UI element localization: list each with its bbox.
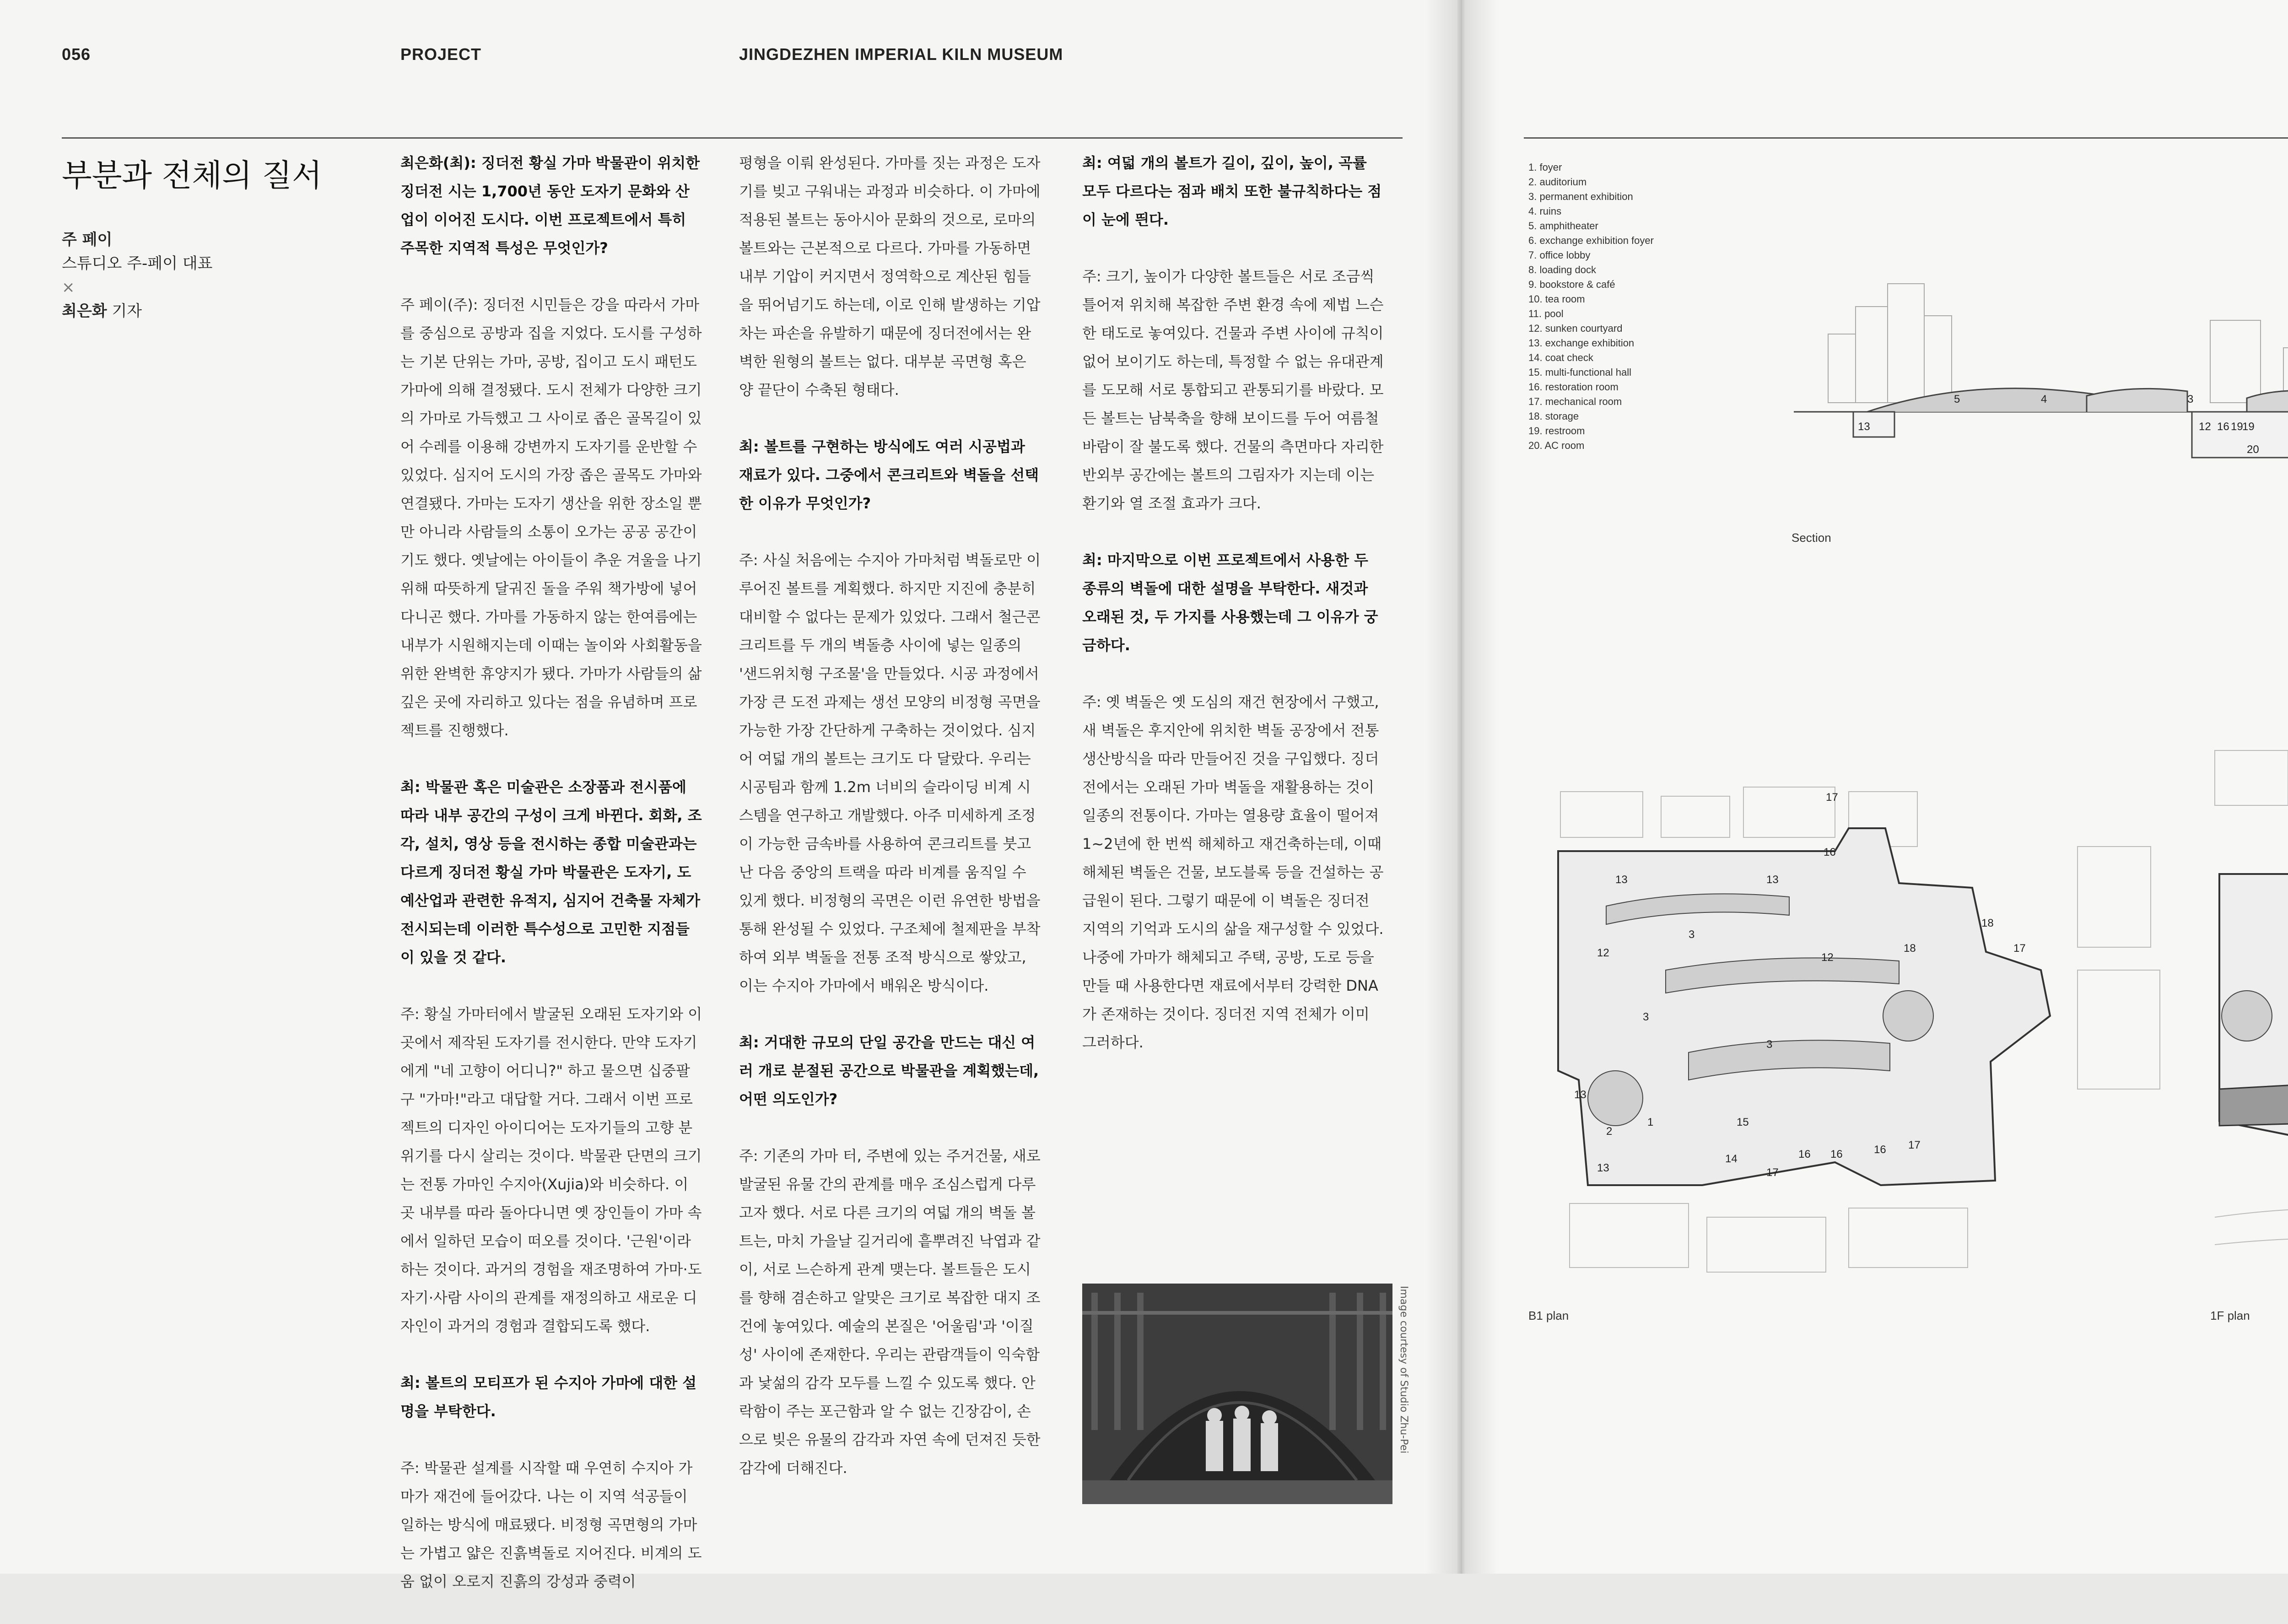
room-number-label: 19 xyxy=(2231,421,2243,433)
byline-cross: × xyxy=(62,278,75,297)
kiln-construction-photo xyxy=(1082,1284,1392,1504)
interviewer-name: 최은화 xyxy=(62,302,107,320)
left-page-number: 056 xyxy=(62,45,91,64)
answer-paragraph: 평형을 이뤄 완성된다. 가마를 짓는 과정은 도자기를 빚고 구워내는 과정과 비슷하다. 이 가마에 적용된 볼트는 동아시아 문화의 것으로, 로마의 볼트와는 근본적으로 다르다. 가마를 가동하면 내부 기압이 커지면서 정역학으로 계산된 힘들을 뛰어넘기도 하는데, 이로 인해 발생하는 기압차는 파손을 유발하기 때문에 징더전에서는 완벽한 원형의 볼트는 없다. 대부분 곡면형 혹은 양 끝단이 수축된 형태다. xyxy=(739,154,1041,399)
section-drawing xyxy=(1785,238,2288,522)
answer-paragraph: 주 페이(주): 징더전 시민들은 강을 따라서 가마를 중심으로 공방과 집을 지었다. 도시를 구성하는 기본 단위는 가마, 공방, 집이고 도시 패턴도 가마에 의해 결정됐다. 도시 전체가 다양한 크기의 가마로 가득했고 그 사이로 좁은 골목길이 있어 수레를 이용해 강변까지 도자기를 운반할 수 있었다. 심지어 도시의 가장 좁은 골목도 가마와 연결됐다. 가마는 도자기 생산을 위한 장소일 뿐만 아니라 사람들의 소통이 오가는 공공 공간이기도 했다. 옛날에는 아이들이 추운 겨울을 나기 위해 따뜻하게 달궈진 돌을 주워 책가방에 넣어 다니곤 했다. 가마를 가동하지 않는 한여름에는 내부가 시원해지는데 이때는 놀이와 사회활동을 위한 완벽한 휴양지가 됐다. 가마가 사람들의 삶 깊은 곳에 자리하고 있다는 점을 유념하며 프로젝트를 진행했다. xyxy=(400,296,702,739)
byline xyxy=(62,228,212,323)
question-paragraph: 최: 거대한 규모의 단일 공간을 만드는 대신 여러 개로 분절된 공간으로 박물관을 계획했는데, 어떤 의도인가? xyxy=(739,1034,1039,1108)
room-number-label: 16 xyxy=(1830,1148,1843,1160)
legend-item: 10. tea room xyxy=(1528,293,1585,305)
room-number-label: 17 xyxy=(2013,942,2026,955)
answer-paragraph: 주: 옛 벽돌은 옛 도심의 재건 현장에서 구했고, 새 벽돌은 후지안에 위치한 벽돌 공장에서 전통 생산방식을 따라 만들어진 것을 구입했다. 징더전에서는 오래된 가마 벽돌을 재활용하는 것이 일종의 전통이다. 가마는 열용량 효율이 떨어져 1~2년에 한 번씩 해체하고 재건축하는데, 이때 해체된 벽돌은 건물, 보도블록 등을 건설하는 공급원이 된다. 그렇기 때문에 이 벽돌은 징더전 지역의 기억과 도시의 삶을 재구성할 수 있었다. 나중에 가마가 해체되고 주택, 공방, 도로 등을 만들 때 사용한다면 재료에서부터 강력한 DNA가 존재하는 것이다. 징더전 지역 전체가 이미 그러하다. xyxy=(1082,693,1384,1051)
b1-caption: B1 plan xyxy=(1528,1309,1569,1322)
room-number-label: 20 xyxy=(2247,443,2259,456)
legend-item: 20. AC room xyxy=(1528,440,1585,451)
question-paragraph: 최: 박물관 혹은 미술관은 소장품과 전시품에 따라 내부 공간의 구성이 크게 바뀐다. 회화, 조각, 설치, 영상 등을 전시하는 종합 미술관과는 다르게 징더전 황실 가마 박물관은 도자기, 도예산업과 관련한 유적지, 심지어 건축물 자체가 전시되는데 이러한 특수성으로 고민한 지점들이 있을 것 같다. xyxy=(400,778,702,966)
room-number-label: 13 xyxy=(1615,874,1628,886)
f1-plan-drawing xyxy=(2206,732,2288,1327)
room-number-label: 12 xyxy=(2199,421,2211,433)
interviewee-role: 스튜디오 주-페이 대표 xyxy=(62,254,213,273)
answer-paragraph: 주: 크기, 높이가 다양한 볼트들은 서로 조금씩 틀어져 위치해 복잡한 주변 환경 속에 제법 느슨한 태도로 놓여있다. 건물과 주변 사이에 규칙이 없어 보이기도 하는데, 특정할 수 없는 유대관계를 도모해 서로 통합되고 관통되기를 바랐다. 모든 볼트는 남북축을 향해 보이드를 두어 여름철 바람이 잘 불도록 했다. 건물의 측면마다 자리한 반외부 공간에는 볼트의 그림자가 지는데 이는 환기와 열 조절 효과가 크다. xyxy=(1082,268,1384,512)
question-paragraph: 최: 여덟 개의 볼트가 길이, 깊이, 높이, 곡률 모두 다르다는 점과 배치 또한 불규칙하다는 점이 눈에 띈다. xyxy=(1082,154,1382,228)
room-number-label: 17 xyxy=(1908,1139,1921,1151)
legend-item: 15. multi-functional hall xyxy=(1528,367,1632,378)
b1-plan-drawing xyxy=(1551,778,2183,1304)
room-number-label: 15 xyxy=(1737,1116,1749,1128)
f1-caption: 1F plan xyxy=(2210,1309,2250,1322)
room-number-label: 18 xyxy=(1904,942,1916,955)
legend-item: 3. permanent exhibition xyxy=(1528,191,1633,202)
room-legend xyxy=(1528,160,1654,453)
article-title: 부분과 전체의 질서 xyxy=(62,158,322,194)
question-paragraph: 최: 마지막으로 이번 프로젝트에서 사용한 두 종류의 벽돌에 대한 설명을 부탁한다. 새것과 오래된 것, 두 가지를 사용했는데 그 이유가 궁금하다. xyxy=(1082,551,1378,654)
project-title: JINGDEZHEN IMPERIAL KILN MUSEUM xyxy=(739,45,1063,64)
legend-item: 5. amphitheater xyxy=(1528,220,1598,232)
room-number-label: 3 xyxy=(1643,1011,1649,1023)
interviewer-role: 기자 xyxy=(107,302,142,320)
answer-paragraph: 주: 황실 가마터에서 발굴된 오래된 도자기와 이곳에서 제작된 도자기를 전시한다. 만약 도자기에게 "네 고향이 어디니?" 하고 물으면 십중팔구 "가마!"라고 대답할 거다. 그래서 이번 프로젝트의 디자인 아이디어는 도자기들의 고향 분위기를 다시 살리는 것이다. 박물관 단면의 크기는 전통 가마인 수지아(Xujia)와 비슷하다. 이곳 내부를 따라 돌아다니면 옛 장인들이 가마 속에서 일하던 모습이 떠오를 것이다. '근원'이라 하는 것이다. 과거의 경험을 재조명하여 가마·도자기·사람 사이의 관계를 재정의하고 새로운 디자인이 과거의 경험과 결합되도록 했다. xyxy=(400,1005,702,1335)
question-paragraph: 최: 볼트의 모티프가 된 수지아 가마에 대한 설명을 부탁한다. xyxy=(400,1374,697,1420)
legend-item: 7. office lobby xyxy=(1528,249,1591,261)
room-number-label: 3 xyxy=(1766,1038,1773,1051)
room-number-label: 19 xyxy=(2242,421,2255,433)
room-number-label: 16 xyxy=(1874,1144,1886,1156)
book-gutter xyxy=(1425,0,1499,1574)
legend-item: 2. auditorium xyxy=(1528,176,1587,188)
legend-item: 18. storage xyxy=(1528,410,1579,422)
room-number-label: 16 xyxy=(2217,421,2229,433)
room-number-label: 1 xyxy=(1647,1116,1654,1128)
header-rule-right xyxy=(1524,137,2288,139)
room-number-label: 18 xyxy=(1981,917,1994,929)
legend-item: 19. restroom xyxy=(1528,425,1585,437)
room-number-label: 3 xyxy=(2187,393,2194,405)
room-number-label: 13 xyxy=(1766,874,1779,886)
answer-paragraph: 주: 기존의 가마 터, 주변에 있는 주거건물, 새로 발굴된 유물 간의 관계를 매우 조심스럽게 다루고자 했다. 서로 다른 크기의 여덟 개의 벽돌 볼트는, 마치 가을날 길거리에 흩뿌려진 낙엽과 같이, 서로 느슨하게 관계 맺는다. 볼트들은 도시를 향해 겸손하고 알맞은 크기로 복잡한 대지 조건에 놓여있다. 예술의 본질은 '어울림'과 '이질성' 사이에 존재한다. 우리는 관람객들이 익숙함과 낯섦의 감각 모두를 느낄 수 있도록 했다. 안락함이 주는 포근함과 알 수 없는 긴장감이, 손으로 빚은 유물의 감각과 자연 속에 던져진 듯한 감각에 더해진다. xyxy=(739,1147,1041,1477)
answer-paragraph: 주: 사실 처음에는 수지아 가마처럼 벽돌로만 이루어진 볼트를 계획했다. 하지만 지진에 충분히 대비할 수 없다는 문제가 있었다. 그래서 철근콘크리트를 두 개의 벽돌층 사이에 넣는 일종의 '샌드위치형 구조물'을 만들었다. 시공 과정에서 가장 큰 도전 과제는 생선 모양의 비정형 곡면을 가능한 가장 간단하게 구축하는 것이었다. 심지어 여덟 개의 볼트는 크기도 다 달랐다. 우리는 시공팀과 함께 1.2m 너비의 슬라이딩 비계 시스템을 연구하고 개발했다. 아주 미세하게 조정이 가능한 금속바를 사용하여 콘크리트를 붓고 난 다음 중앙의 트랙을 따라 비계를 움직일 수 있게 했다. 비정형의 곡면은 이런 유연한 방법을 통해 완성될 수 있었다. 구조체에 철제판을 부착하여 외부 벽돌을 전통 조적 방식으로 쌓았고, 이는 수지아 가마에서 배워온 방식이다. xyxy=(739,551,1041,994)
legend-item: 4. ruins xyxy=(1528,205,1562,217)
room-number-label: 13 xyxy=(1574,1089,1586,1101)
legend-item: 6. exchange exhibition foyer xyxy=(1528,235,1654,246)
room-number-label: 2 xyxy=(1606,1125,1613,1138)
legend-item: 17. mechanical room xyxy=(1528,396,1622,407)
room-number-label: 3 xyxy=(1689,928,1695,941)
legend-item: 13. exchange exhibition xyxy=(1528,337,1635,349)
section-caption: Section xyxy=(1792,531,1831,545)
question-paragraph: 최은화(최): 징더전 황실 가마 박물관이 위치한 징더전 시는 1,700년 동안 도자기 문화와 산업이 이어진 도시다. 이번 프로젝트에서 특히 주목한 지역적 특성은 무엇인가? xyxy=(400,154,700,257)
section-label: PROJECT xyxy=(400,45,482,64)
room-number-label: 16 xyxy=(1798,1148,1811,1160)
legend-item: 11. pool xyxy=(1528,308,1564,319)
legend-item: 16. restoration room xyxy=(1528,381,1619,393)
room-number-label: 16 xyxy=(1824,846,1836,858)
legend-item: 1. foyer xyxy=(1528,162,1562,173)
legend-item: 12. sunken courtyard xyxy=(1528,323,1623,334)
room-number-label: 14 xyxy=(1725,1153,1738,1165)
legend-item: 9. bookstore & café xyxy=(1528,279,1615,290)
answer-paragraph: 주: 박물관 설계를 시작할 때 우연히 수지아 가마가 재건에 들어갔다. 나는 이 지역 석공들이 일하는 방식에 매료됐다. 비정형 곡면형의 가마는 가볍고 얇은 진흙벽돌로 지어진다. 비계의 도움 없이 오로지 진흙의 강성과 중력이 xyxy=(400,1459,702,1590)
room-number-label: 13 xyxy=(1858,421,1870,433)
interviewee-name: 주 페이 xyxy=(62,231,113,249)
text-column-1 xyxy=(400,149,702,1624)
room-number-label: 12 xyxy=(1821,951,1834,964)
question-paragraph: 최: 볼트를 구현하는 방식에도 여러 시공법과 재료가 있다. 그중에서 콘크리트와 벽돌을 선택한 이유가 무엇인가? xyxy=(739,438,1039,512)
header-rule xyxy=(62,137,1403,139)
text-column-3 xyxy=(1082,149,1384,1085)
text-column-2 xyxy=(739,149,1041,1511)
legend-item: 14. coat check xyxy=(1528,352,1593,363)
room-number-label: 4 xyxy=(2041,393,2047,405)
room-number-label: 17 xyxy=(1766,1166,1779,1179)
room-number-label: 5 xyxy=(1954,393,1960,405)
room-number-label: 17 xyxy=(1826,791,1838,804)
photo-credit: Image courtesy of Studio Zhu-Pei xyxy=(1398,1286,1409,1454)
legend-item: 8. loading dock xyxy=(1528,264,1596,275)
room-number-label: 12 xyxy=(1597,947,1609,959)
room-number-label: 13 xyxy=(1597,1162,1609,1174)
